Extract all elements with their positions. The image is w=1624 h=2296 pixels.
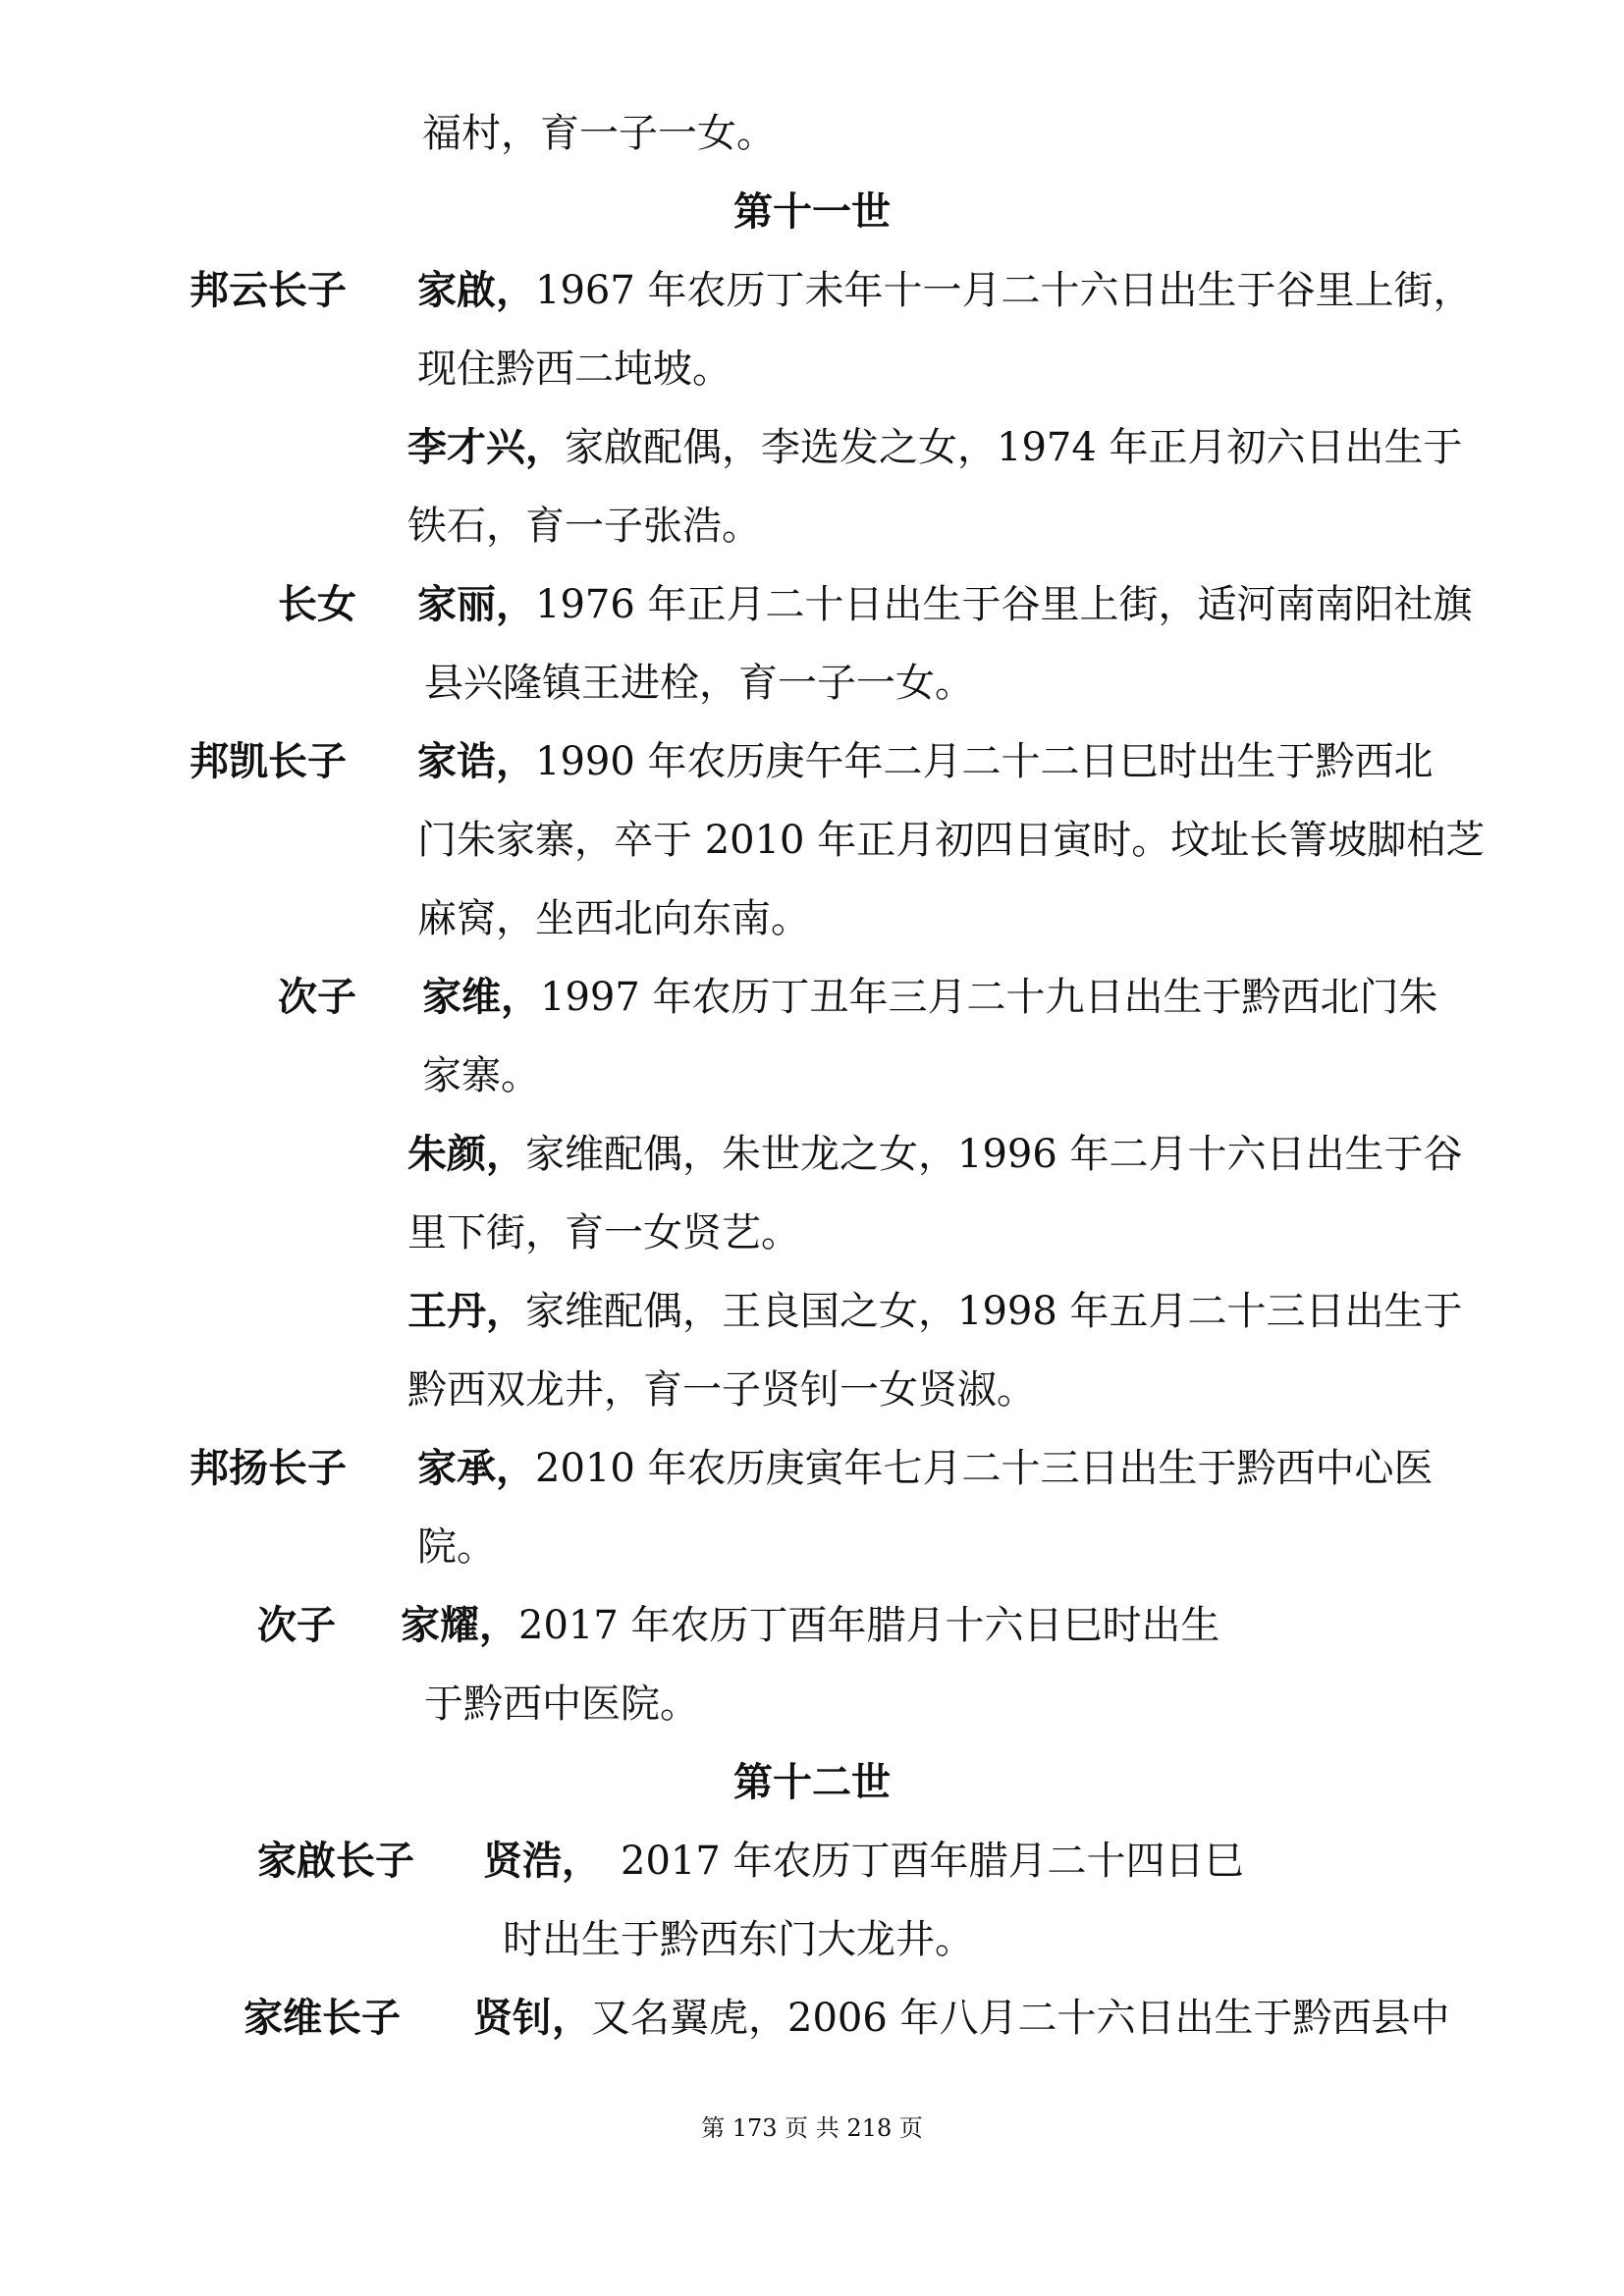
entry-line: 里下街，育一女贤艺。	[407, 1210, 800, 1255]
entry-line	[417, 577, 1473, 632]
entry-text: 2017 年农历丁酉年腊月十六日巳时出生	[518, 1603, 1220, 1648]
relation-label: 家啟长子	[257, 1838, 414, 1884]
entry-line	[407, 1127, 1463, 1182]
entry-line: 于黔西中医院。	[424, 1682, 699, 1727]
entry-line	[407, 420, 1463, 475]
entry-text: 2010 年农历庚寅年七月二十三日出生于黔西中心医	[535, 1446, 1434, 1491]
entry-text: 家维配偶，朱世龙之女，1996 年二月十六日出生于谷	[525, 1132, 1463, 1177]
entry-line	[483, 1834, 1244, 1889]
relation-label: 次子	[278, 974, 356, 1020]
entry-text: 1976 年正月二十日出生于谷里上街，适河南南阳社旗	[535, 582, 1473, 627]
entry-text: 家维配偶，王良国之女，1998 年五月二十三日出生于	[525, 1289, 1463, 1334]
person-name: 家承，	[417, 1445, 535, 1491]
entry-text: 1990 年农历庚午年二月二十二日巳时出生于黔西北	[535, 739, 1434, 784]
entry-line	[422, 970, 1438, 1025]
entry-line: 县兴隆镇王进栓，育一子一女。	[424, 661, 974, 706]
entry-line	[473, 1991, 1450, 2046]
person-name: 朱颜，	[407, 1131, 525, 1177]
person-name: 家诰，	[417, 738, 535, 784]
section-heading-11: 第十一世	[733, 188, 891, 235]
person-name: 贤浩，	[483, 1838, 601, 1884]
entry-line	[417, 263, 1473, 318]
page-number: 第 173 页 共 218 页	[701, 2114, 923, 2142]
entry-text: 1967 年农历丁未年十一月二十六日出生于谷里上街，	[535, 268, 1473, 313]
person-name: 家啟，	[417, 267, 535, 313]
relation-label: 家维长子	[244, 1995, 401, 2041]
entry-text: 1997 年农历丁丑年三月二十九日出生于黔西北门朱	[540, 975, 1438, 1020]
section-heading-12: 第十二世	[733, 1759, 891, 1805]
entry-line: 院。	[417, 1524, 496, 1570]
person-name: 家丽，	[417, 581, 535, 627]
entry-line	[407, 1284, 1463, 1339]
entry-line: 铁石，育一子张浩。	[407, 504, 761, 549]
entry-text: 2017 年农历丁酉年腊月二十四日巳	[621, 1839, 1244, 1884]
entry-line	[401, 1598, 1220, 1653]
entry-line: 家寨。	[422, 1053, 540, 1098]
entry-line: 现住黔西二坉坡。	[417, 347, 731, 392]
person-name: 贤钊，	[473, 1995, 591, 2041]
entry-text: 家啟配偶，李选发之女，1974 年正月初六日出生于	[565, 425, 1463, 470]
entry-line: 黔西双龙井，育一子贤钊一女贤淑。	[407, 1367, 1036, 1413]
person-name: 家耀，	[401, 1602, 518, 1648]
relation-label: 次子	[257, 1602, 336, 1648]
entry-line: 麻窝，坐西北向东南。	[417, 896, 810, 941]
relation-label: 邦扬长子	[189, 1445, 347, 1491]
entry-text: 又名翼虎，2006 年八月二十六日出生于黔西县中	[591, 1996, 1450, 2041]
entry-line	[417, 1441, 1434, 1496]
intro-line: 福村，育一子一女。	[422, 111, 776, 156]
relation-label: 长女	[278, 581, 356, 627]
entry-line: 时出生于黔西东门大龙井。	[503, 1917, 974, 1962]
relation-label: 邦云长子	[189, 267, 347, 313]
person-name: 王丹，	[407, 1288, 525, 1334]
person-name: 李才兴，	[407, 424, 565, 470]
person-name: 家维，	[422, 974, 540, 1020]
entry-line: 门朱家寨，卒于 2010 年正月初四日寅时。坟址长箐坡脚柏芝	[417, 818, 1486, 863]
entry-line	[417, 734, 1434, 789]
relation-label: 邦凯长子	[189, 738, 347, 784]
